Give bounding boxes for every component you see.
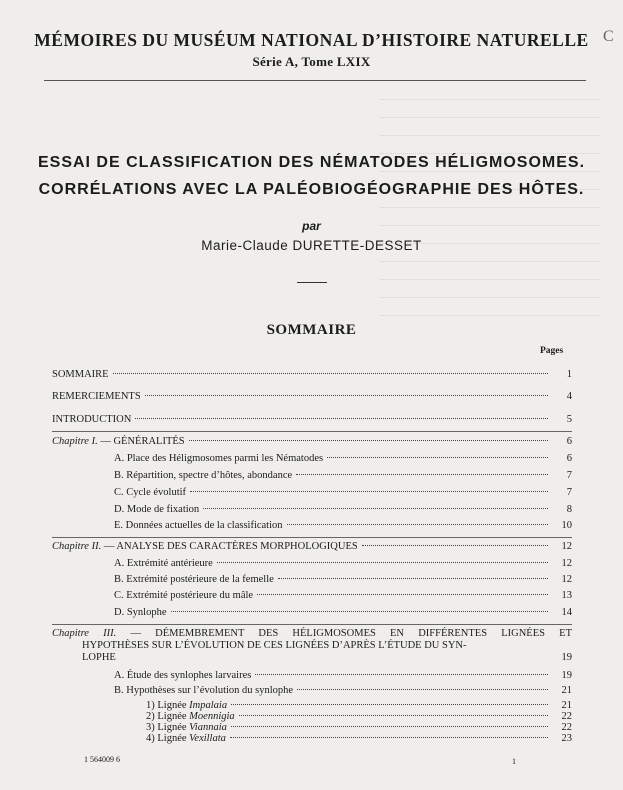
toc-entry xyxy=(52,414,572,426)
leader-dots xyxy=(287,524,548,525)
chapter-title-line-1: — DÉMEMBREMENT DES HÉLIGMOSOMES EN DIFFÉRENTES LIGNÉES ET xyxy=(116,628,572,639)
toc-item-label: A. Place des Héligmosomes parmi les Nématodes xyxy=(114,453,324,464)
toc-entry-page: 4 xyxy=(566,391,572,402)
toc-item-page: 10 xyxy=(561,520,572,531)
leader-dots xyxy=(190,491,548,492)
toc-item-page: 7 xyxy=(566,470,572,481)
by-label: par xyxy=(302,219,321,233)
toc-item xyxy=(114,590,572,602)
toc-item-page: 7 xyxy=(566,487,572,498)
article-title-line-2: CORRÉLATIONS AVEC LA PALÉOBIOGÉOGRAPHIE DES HÔTES. xyxy=(38,181,585,198)
toc-item xyxy=(114,504,572,516)
leader-dots xyxy=(296,474,548,475)
subitem-number: 1) Lignée xyxy=(146,700,190,711)
leader-dots xyxy=(257,594,548,595)
toc-entry-label: REMERCIEMENTS xyxy=(52,391,141,402)
toc-item-label: C. Cycle évolutif xyxy=(114,487,187,498)
leader-dots xyxy=(135,418,548,419)
chapter-title-line-3: LOPHE xyxy=(82,652,116,663)
toc-entry xyxy=(52,369,572,381)
toc-item xyxy=(114,685,572,697)
chapter-prefix: Chapitre I. xyxy=(52,436,98,447)
toc-chapter-2 xyxy=(52,541,572,553)
toc-item-label: A. Extrémité antérieure xyxy=(114,558,213,569)
chapter-page: 12 xyxy=(561,541,572,552)
toc-item-label: B. Hypothèses sur l’évolution du synlophe xyxy=(114,685,294,696)
toc-item xyxy=(114,470,572,482)
toc-item xyxy=(114,670,572,682)
leader-dots xyxy=(171,611,549,612)
genus-name: Moennigia xyxy=(189,711,235,722)
chapter-page: 6 xyxy=(566,436,572,447)
toc-item-page: 12 xyxy=(561,558,572,569)
toc-item xyxy=(114,607,572,619)
chapter-page: 19 xyxy=(561,652,572,663)
chapter-title: — ANALYSE DES CARACTÈRES MORPHOLOGIQUES xyxy=(101,541,358,552)
toc-item xyxy=(114,520,572,532)
toc-item-label: E. Données actuelles de la classification xyxy=(114,520,283,531)
toc-item-label: A. Étude des synlophes larvaires xyxy=(114,670,252,681)
chapter-title: — GÉNÉRALITÉS xyxy=(97,436,185,447)
leader-dots xyxy=(230,737,548,738)
journal-title: MÉMOIRES DU MUSÉUM NATIONAL D’HISTOIRE NATURELLE xyxy=(34,30,589,50)
page-number: 1 xyxy=(512,757,516,766)
leader-dots xyxy=(297,689,548,690)
toc-item xyxy=(114,453,572,465)
toc-chapter-3 xyxy=(52,628,572,664)
leader-dots xyxy=(113,373,548,374)
toc-entry xyxy=(52,391,572,403)
leader-dots xyxy=(189,440,548,441)
toc-item-page: 19 xyxy=(561,670,572,681)
toc-item-label: C. Extrémité postérieure du mâle xyxy=(114,590,254,601)
toc-item-label: B. Extrémité postérieure de la femelle xyxy=(114,574,274,585)
bleed-through-texture xyxy=(380,88,600,328)
leader-dots xyxy=(231,704,548,705)
toc-subitem-page: 22 xyxy=(561,711,572,722)
leader-dots xyxy=(239,715,548,716)
header-rule xyxy=(44,80,586,81)
toc-heading: SOMMAIRE xyxy=(266,322,357,338)
section-rule xyxy=(52,624,572,625)
chapter-prefix: Chapitre III. xyxy=(52,628,117,639)
toc-subitem xyxy=(146,733,572,745)
toc-subitem-page: 22 xyxy=(561,722,572,733)
chapter-prefix: Chapitre II. xyxy=(52,541,102,552)
title-separator xyxy=(297,282,327,283)
toc-entry-label: SOMMAIRE xyxy=(52,369,109,380)
leader-dots xyxy=(362,545,548,546)
toc-item-label: D. Mode de fixation xyxy=(114,504,200,515)
leader-dots xyxy=(145,395,548,396)
toc-subitem-page: 21 xyxy=(561,700,572,711)
leader-dots xyxy=(327,457,548,458)
toc-entry-label: INTRODUCTION xyxy=(52,414,132,425)
leader-dots xyxy=(203,508,548,509)
genus-name: Vexillata xyxy=(189,733,226,744)
author-name: Marie-Claude DURETTE-DESSET xyxy=(201,238,422,253)
toc-item xyxy=(114,574,572,586)
subitem-number: 4) Lignée xyxy=(146,733,190,744)
chapter-title-line-2: HYPOTHÈSES SUR L’ÉVOLUTION DE CES LIGNÉES D’APRÈS L’ÉTUDE DU SYN- xyxy=(82,640,467,651)
toc-item-page: 6 xyxy=(566,453,572,464)
toc-item-label: D. Synlophe xyxy=(114,607,167,618)
toc-item-label: B. Répartition, spectre d’hôtes, abondance xyxy=(114,470,293,481)
genus-name: Impalaia xyxy=(189,700,228,711)
section-rule xyxy=(52,537,572,538)
pages-column-label: Pages xyxy=(540,346,564,356)
leader-dots xyxy=(231,726,548,727)
toc-item-page: 8 xyxy=(566,504,572,515)
toc-item-page: 12 xyxy=(561,574,572,585)
toc-entry-page: 1 xyxy=(566,369,572,380)
print-code: 1 564009 6 xyxy=(84,755,120,764)
article-title-line-1: ESSAI DE CLASSIFICATION DES NÉMATODES HÉLIGMOSOMES. xyxy=(37,154,586,171)
toc-subitem-page: 23 xyxy=(561,733,572,744)
genus-name: Viannaia xyxy=(189,722,227,733)
subitem-number: 2) Lignée xyxy=(146,711,190,722)
toc-item xyxy=(114,558,572,570)
subitem-number: 3) Lignée xyxy=(146,722,190,733)
leader-dots xyxy=(217,562,548,563)
section-rule xyxy=(52,431,572,432)
toc-chapter-1 xyxy=(52,436,572,448)
corner-mark: C xyxy=(603,28,614,45)
leader-dots xyxy=(278,578,548,579)
series-info: Série A, Tome LXIX xyxy=(252,54,371,69)
leader-dots xyxy=(255,674,548,675)
toc-item-page: 14 xyxy=(561,607,572,618)
toc-item xyxy=(114,487,572,499)
toc-entry-page: 5 xyxy=(566,414,572,425)
toc-item-page: 13 xyxy=(561,590,572,601)
toc-item-page: 21 xyxy=(561,685,572,696)
